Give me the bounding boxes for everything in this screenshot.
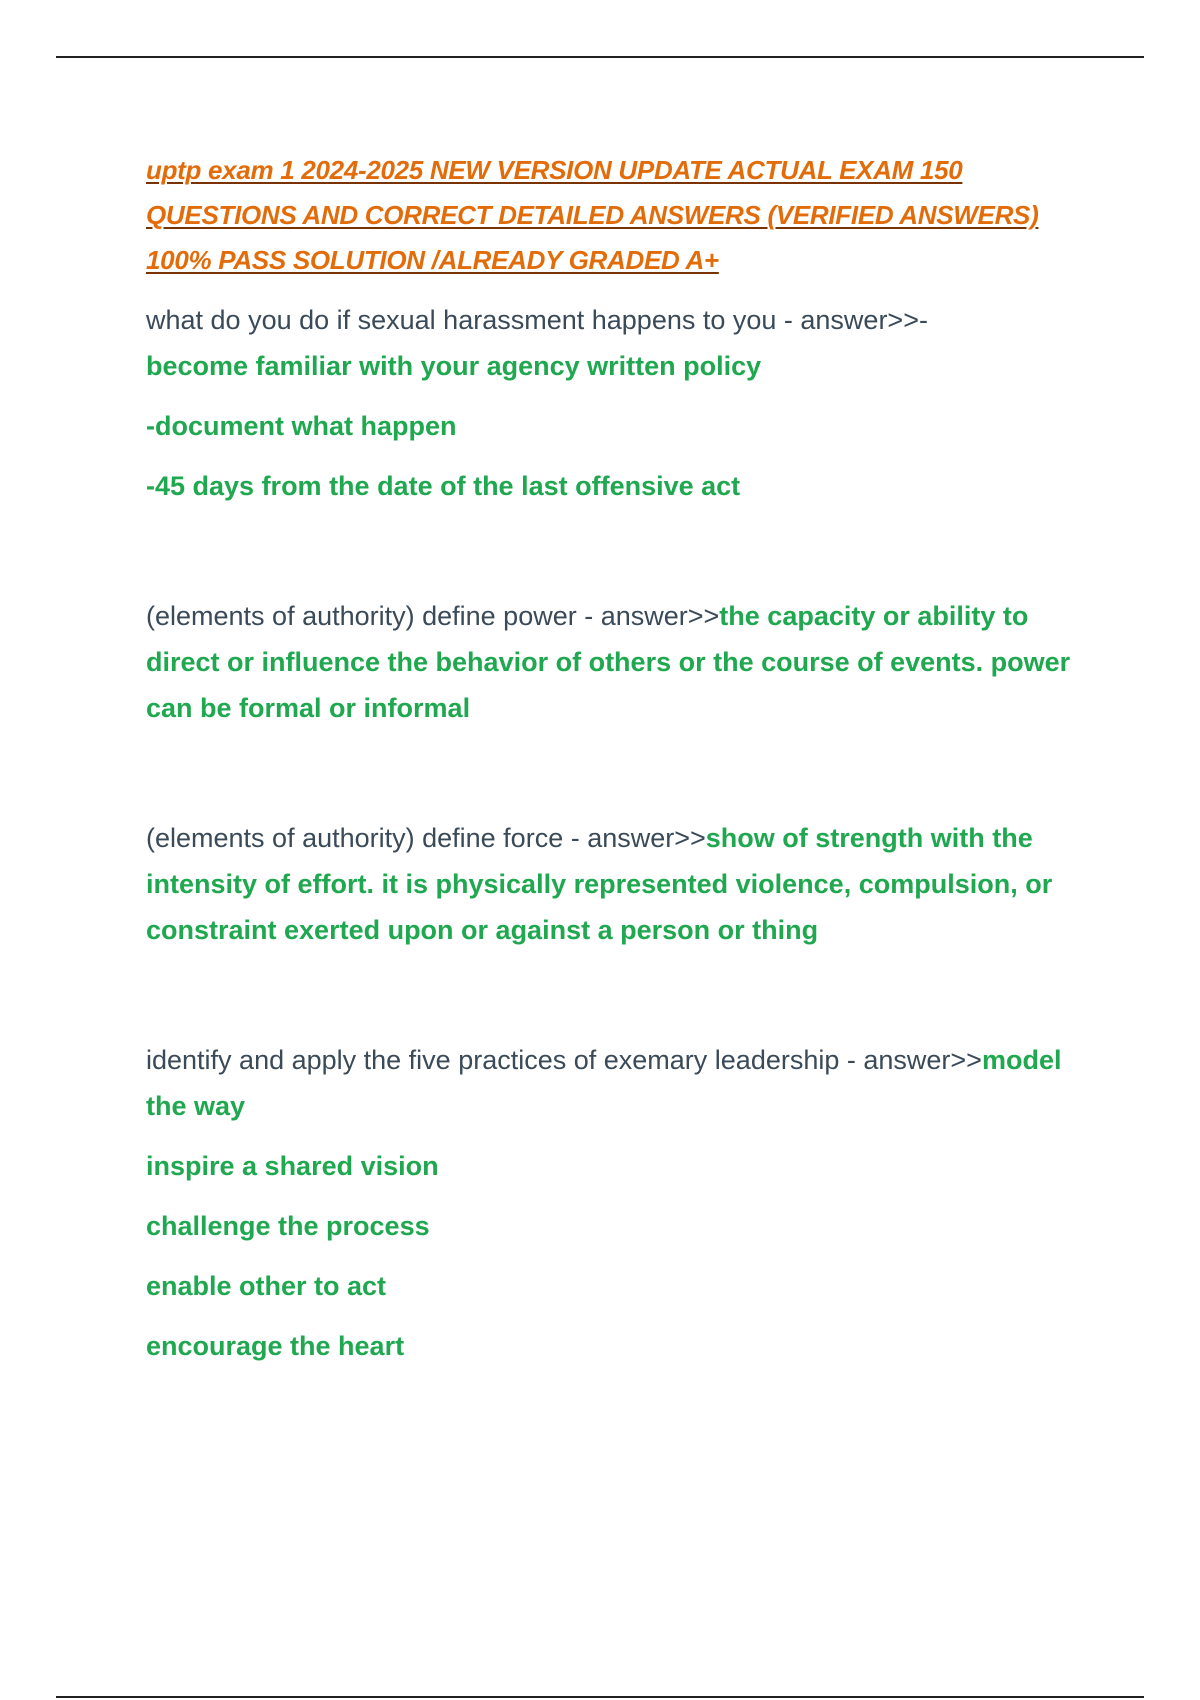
qa-item: [146, 815, 1096, 953]
question-line: [146, 1037, 1096, 1129]
document-body: [146, 148, 1096, 1369]
answer-line: inspire a shared vision: [146, 1151, 439, 1181]
answer-line: enable other to act: [146, 1271, 387, 1301]
spacer: [146, 509, 1096, 593]
question-line: [146, 297, 1096, 343]
document-title: uptp exam 1 2024-2025 NEW VERSION UPDATE ACTUAL EXAM 150 QUESTIONS AND CORRECT DETAILED ANSWERS (VERIFIED ANSWERS) 100% PASS SOLUTION /ALREADY GRADED A+: [146, 155, 1039, 275]
question-text: identify and apply the five practices of exemary leadership - answer>>: [146, 1045, 982, 1075]
qa-item: [146, 593, 1096, 731]
header-rule: [56, 56, 1144, 58]
question-line: [146, 593, 1096, 731]
spacer: [146, 953, 1096, 1037]
answer-line: encourage the heart: [146, 1331, 405, 1361]
question-text: (elements of authority) define power - answer>>: [146, 601, 720, 631]
answer-line: -document what happen: [146, 411, 457, 441]
question-text: (elements of authority) define force - answer>>: [146, 823, 706, 853]
answer-line: -45 days from the date of the last offensive act: [146, 471, 741, 501]
answer-line: challenge the process: [146, 1211, 430, 1241]
answer-line: become familiar with your agency written policy: [146, 351, 762, 381]
qa-item: [146, 1037, 1096, 1369]
question-line: [146, 815, 1096, 953]
question-text: what do you do if sexual harassment happens to you - answer>>-: [146, 305, 928, 335]
answer-text: model the way: [146, 1045, 1062, 1121]
spacer: [146, 731, 1096, 815]
answer-text: show of strength with the intensity of effort. it is physically represented violence, compulsion, or constraint exerted upon or against a person or thing: [146, 823, 1053, 945]
answer-text: the capacity or ability to direct or influence the behavior of others or the course of events. power can be formal or informal: [146, 601, 1071, 723]
footer-rule: [56, 1696, 1144, 1698]
qa-item: [146, 297, 1096, 509]
